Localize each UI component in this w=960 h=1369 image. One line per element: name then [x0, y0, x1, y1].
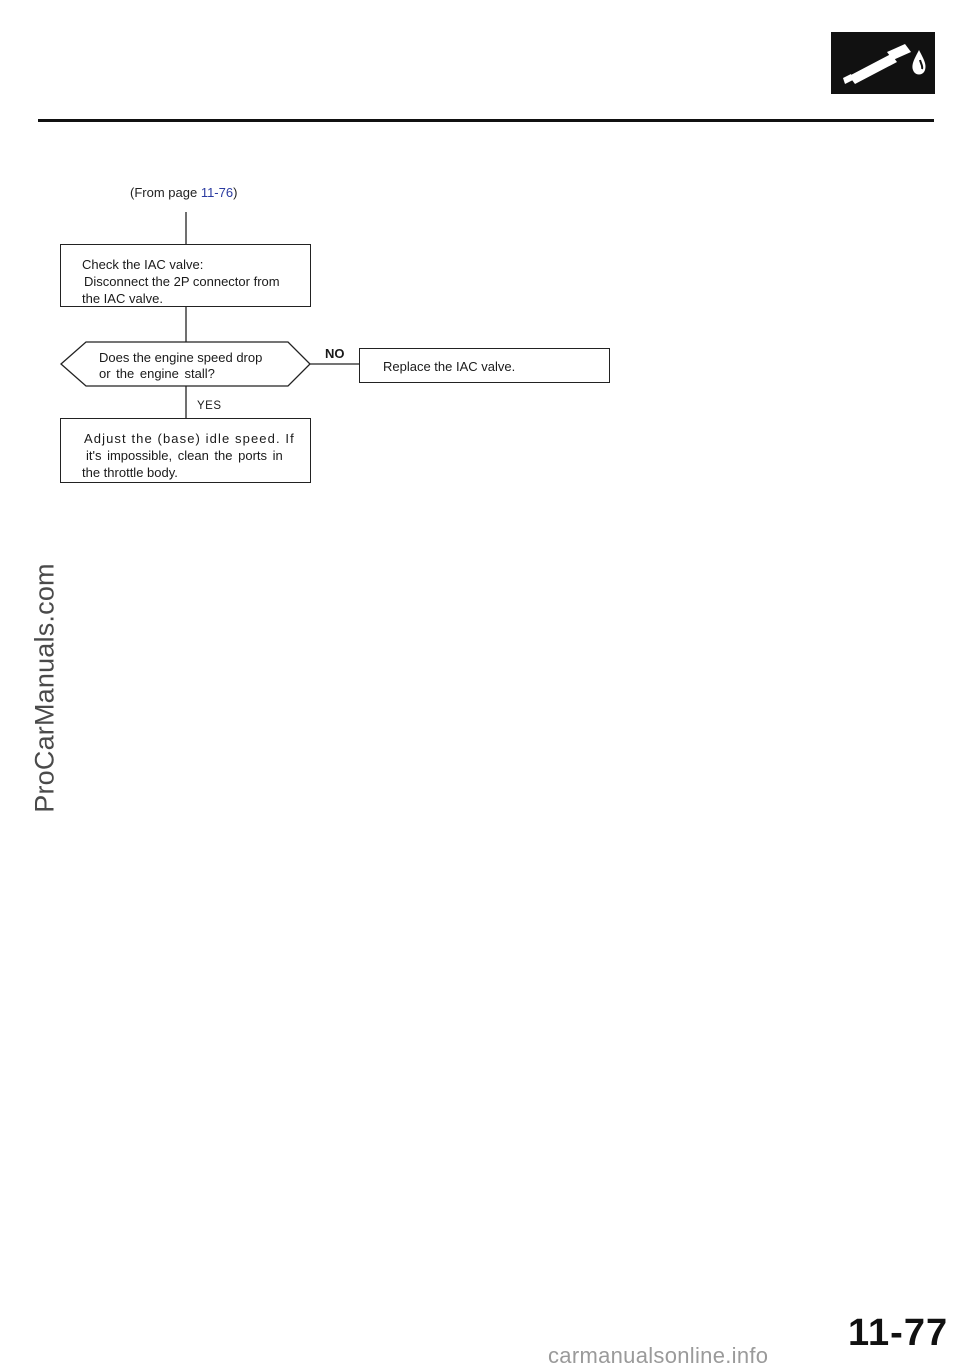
- from-page-link[interactable]: 11-76: [200, 185, 234, 200]
- step-check-line3: the IAC valve.: [82, 291, 163, 306]
- step-check-line2: Disconnect the 2P connector from: [84, 274, 280, 289]
- from-page-ref: [130, 185, 237, 200]
- step-check-line1: Check the IAC valve:: [82, 257, 204, 272]
- question-line1: Does the engine speed drop: [99, 350, 263, 365]
- side-watermark: ProCarManuals.com: [29, 563, 60, 813]
- decision-question: [99, 350, 262, 382]
- yes-action-line2: it's impossible, clean the ports in: [86, 448, 283, 463]
- yes-action-box: [60, 418, 311, 483]
- from-suffix: ): [233, 185, 238, 200]
- step-check-iac-box: [60, 244, 311, 307]
- no-action-box: [359, 348, 610, 383]
- no-action-text: Replace the IAC valve.: [383, 359, 516, 374]
- yes-action-line1: Adjust the (base) idle speed. If: [84, 431, 295, 446]
- page-number: 11-77: [848, 1312, 949, 1354]
- from-prefix: (From page: [130, 185, 201, 200]
- footer-watermark: carmanualsonline.info: [548, 1343, 769, 1368]
- question-line2: or the engine stall?: [99, 366, 215, 381]
- no-label: NO: [325, 346, 345, 361]
- yes-action-line3: the throttle body.: [82, 465, 178, 480]
- yes-label: YES: [197, 400, 222, 412]
